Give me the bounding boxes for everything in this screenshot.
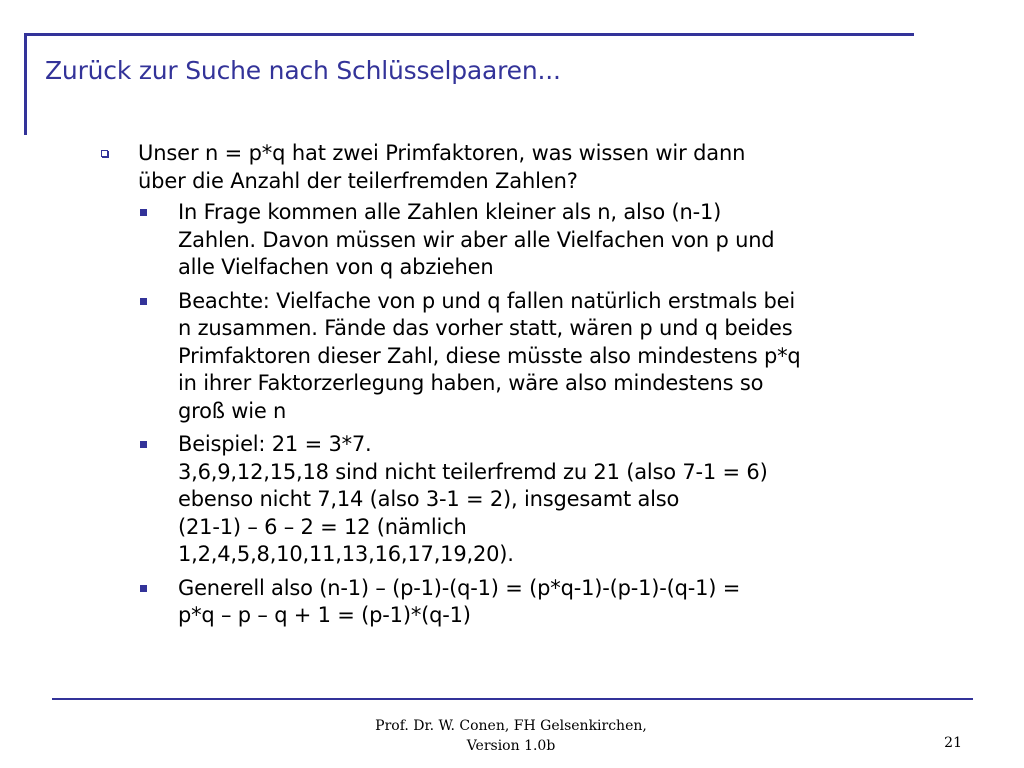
sub-bullet-line: in ihrer Faktorzerlegung haben, wäre also mindestens so — [178, 371, 764, 395]
sub-bullet-note — [98, 288, 978, 426]
main-bullet-line: über die Anzahl der teilerfremden Zahlen? — [138, 168, 578, 193]
sub-bullet-line: Beispiel: 21 = 3*7. — [178, 432, 372, 456]
filled-square-bullet-icon — [140, 209, 147, 216]
slide-title: Zurück zur Suche nach Schlüsselpaaren... — [45, 56, 561, 85]
sub-bullet-line: p*q – p – q + 1 = (p-1)*(q-1) — [178, 603, 471, 627]
main-bullet-line: Unser n = p*q hat zwei Primfaktoren, was wissen wir dann — [138, 141, 746, 165]
sub-bullet-line: n zusammen. Fände das vorher statt, wären p und q beides — [178, 316, 793, 340]
filled-square-bullet-icon — [140, 585, 147, 592]
footer-author-line: Prof. Dr. W. Conen, FH Gelsenkirchen, — [375, 718, 647, 734]
sub-bullet-line: Zahlen. Davon müssen wir aber alle Vielfachen von p und — [178, 227, 775, 252]
sub-bullet-line: Generell also (n-1) – (p-1)-(q-1) = (p*q-1)-(p-1)-(q-1) = — [178, 575, 741, 600]
filled-square-bullet-icon — [140, 298, 147, 305]
title-frame-top-line — [24, 33, 914, 36]
sub-bullet-line: groß wie n — [178, 398, 287, 423]
page-number: 21 — [944, 735, 962, 751]
filled-square-bullet-icon — [140, 441, 147, 448]
sub-bullet-line: alle Vielfachen von q abziehen — [178, 255, 494, 279]
slide-content — [98, 140, 978, 636]
main-bullet — [98, 140, 978, 195]
sub-bullet-line: In Frage kommen alle Zahlen kleiner als n, also (n-1) — [178, 200, 722, 224]
title-frame-left-line — [24, 33, 27, 135]
sub-bullet-line: 1,2,4,5,8,10,11,13,16,17,19,20). — [178, 542, 514, 566]
footer-divider-line — [52, 698, 973, 700]
sub-bullet-line: ebenso nicht 7,14 (also 3-1 = 2), insgesamt also — [178, 487, 680, 511]
sub-bullet-line: Beachte: Vielfache von p und q fallen natürlich erstmals bei — [178, 288, 796, 313]
sub-bullet-line: Primfaktoren dieser Zahl, diese müsste also mindestens p*q — [178, 343, 801, 368]
sub-bullet-candidates — [98, 199, 978, 282]
sub-bullet-example — [98, 431, 978, 569]
footer-author — [370, 716, 652, 756]
hollow-square-bullet-icon — [101, 150, 108, 157]
sub-bullet-general — [98, 575, 978, 630]
sub-bullet-line: (21-1) – 6 – 2 = 12 (nämlich — [178, 514, 467, 539]
footer-version-line: Version 1.0b — [466, 738, 556, 754]
sub-bullet-line: 3,6,9,12,15,18 sind nicht teilerfremd zu 21 (also 7-1 = 6) — [178, 459, 768, 484]
